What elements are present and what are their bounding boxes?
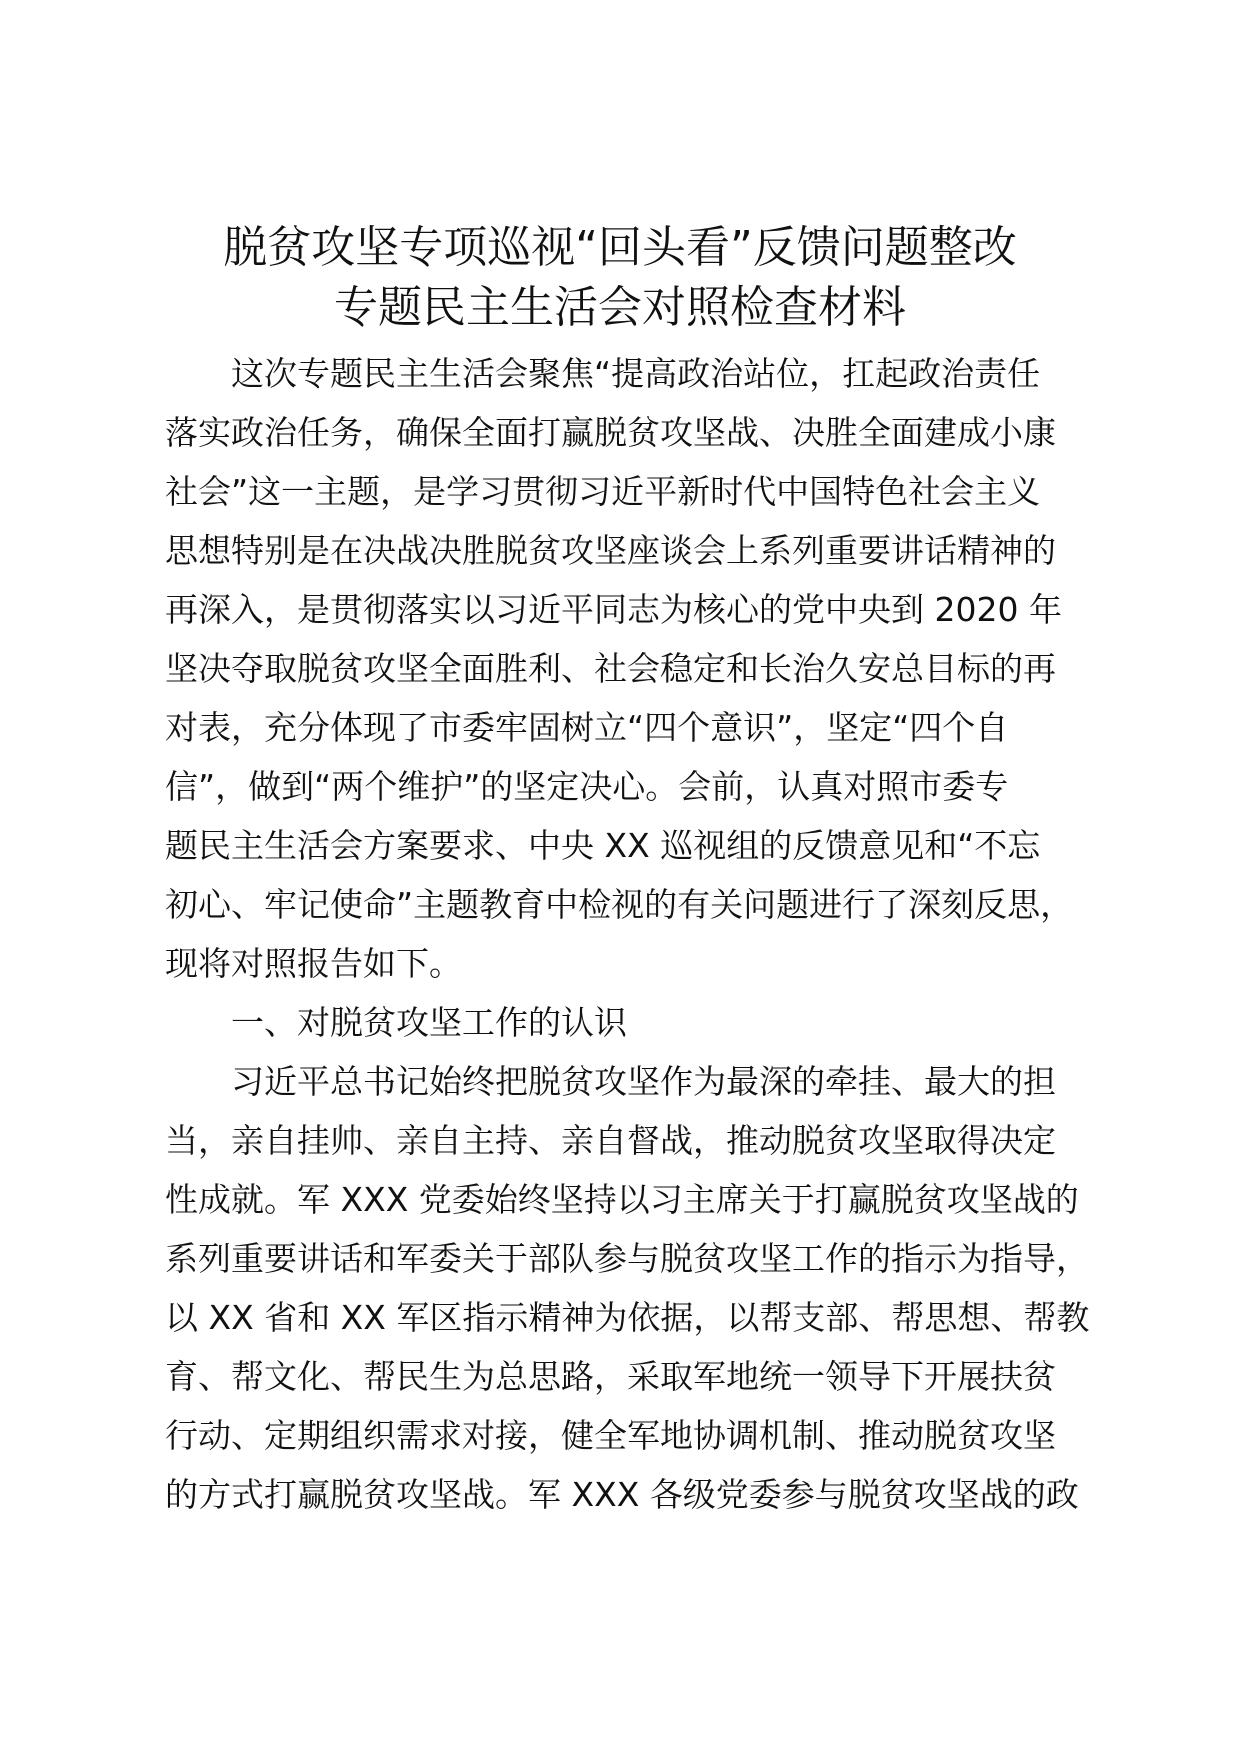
paragraph-line: 现将对照报告如下。 bbox=[165, 944, 462, 983]
paragraph-line: 对表，充分体现了市委牢固树立“四个意识”，坚定“四个自 bbox=[165, 708, 1009, 747]
paragraph-line: 社会”这一主题，是学习贯彻习近平新时代中国特色社会主义 bbox=[165, 472, 1041, 511]
paragraph-line: 以 XX 省和 XX 军区指示精神为依据，以帮支部、帮思想、帮教 bbox=[165, 1298, 1090, 1337]
paragraph-line: 初心、牢记使命”主题教育中检视的有关问题进行了深刻反思， bbox=[165, 885, 1074, 924]
paragraph-line: 系列重要讲话和军委关于部队参与脱贫攻坚工作的指示为指导， bbox=[165, 1239, 1089, 1278]
paragraph-line: 这次专题民主生活会聚焦“提高政治站位，扛起政治责任 bbox=[231, 354, 1041, 393]
paragraph-line: 育、帮文化、帮民生为总思路，采取军地统一领导下开展扶贫 bbox=[165, 1357, 1056, 1396]
section-heading: 一、对脱贫攻坚工作的认识 bbox=[231, 1003, 627, 1042]
paragraph-line: 的方式打赢脱贫攻坚战。军 XXX 各级党委参与脱贫攻坚战的政 bbox=[165, 1475, 1079, 1514]
paragraph-line: 习近平总书记始终把脱贫攻坚作为最深的牵挂、最大的担 bbox=[231, 1062, 1056, 1101]
paragraph-line: 性成就。军 XXX 党委始终坚持以习主席关于打赢脱贫攻坚战的 bbox=[165, 1180, 1079, 1219]
document-body bbox=[165, 344, 1090, 1524]
paragraph-line: 信”，做到“两个维护”的坚定决心。会前，认真对照市委专 bbox=[165, 767, 1009, 806]
document-title-line-1: 脱贫攻坚专项巡视“回头看”反馈问题整改 bbox=[223, 222, 1017, 273]
paragraph-line: 思想特别是在决战决胜脱贫攻坚座谈会上系列重要讲话精神的 bbox=[165, 531, 1056, 570]
paragraph-line: 落实政治任务，确保全面打赢脱贫攻坚战、决胜全面建成小康 bbox=[165, 413, 1056, 452]
paragraph-line: 坚决夺取脱贫攻坚全面胜利、社会稳定和长治久安总目标的再 bbox=[165, 649, 1056, 688]
paragraph-line: 当，亲自挂帅、亲自主持、亲自督战，推动脱贫攻坚取得决定 bbox=[165, 1121, 1056, 1160]
paragraph-line: 再深入，是贯彻落实以习近平同志为核心的党中央到 2020 年 bbox=[165, 590, 1062, 629]
paragraph-line: 行动、定期组织需求对接，健全军地协调机制、推动脱贫攻坚 bbox=[165, 1416, 1056, 1455]
document-title-line-2: 专题民主生活会对照检查材料 bbox=[334, 282, 906, 333]
paragraph-line: 题民主生活会方案要求、中央 XX 巡视组的反馈意见和“不忘 bbox=[165, 826, 1041, 865]
